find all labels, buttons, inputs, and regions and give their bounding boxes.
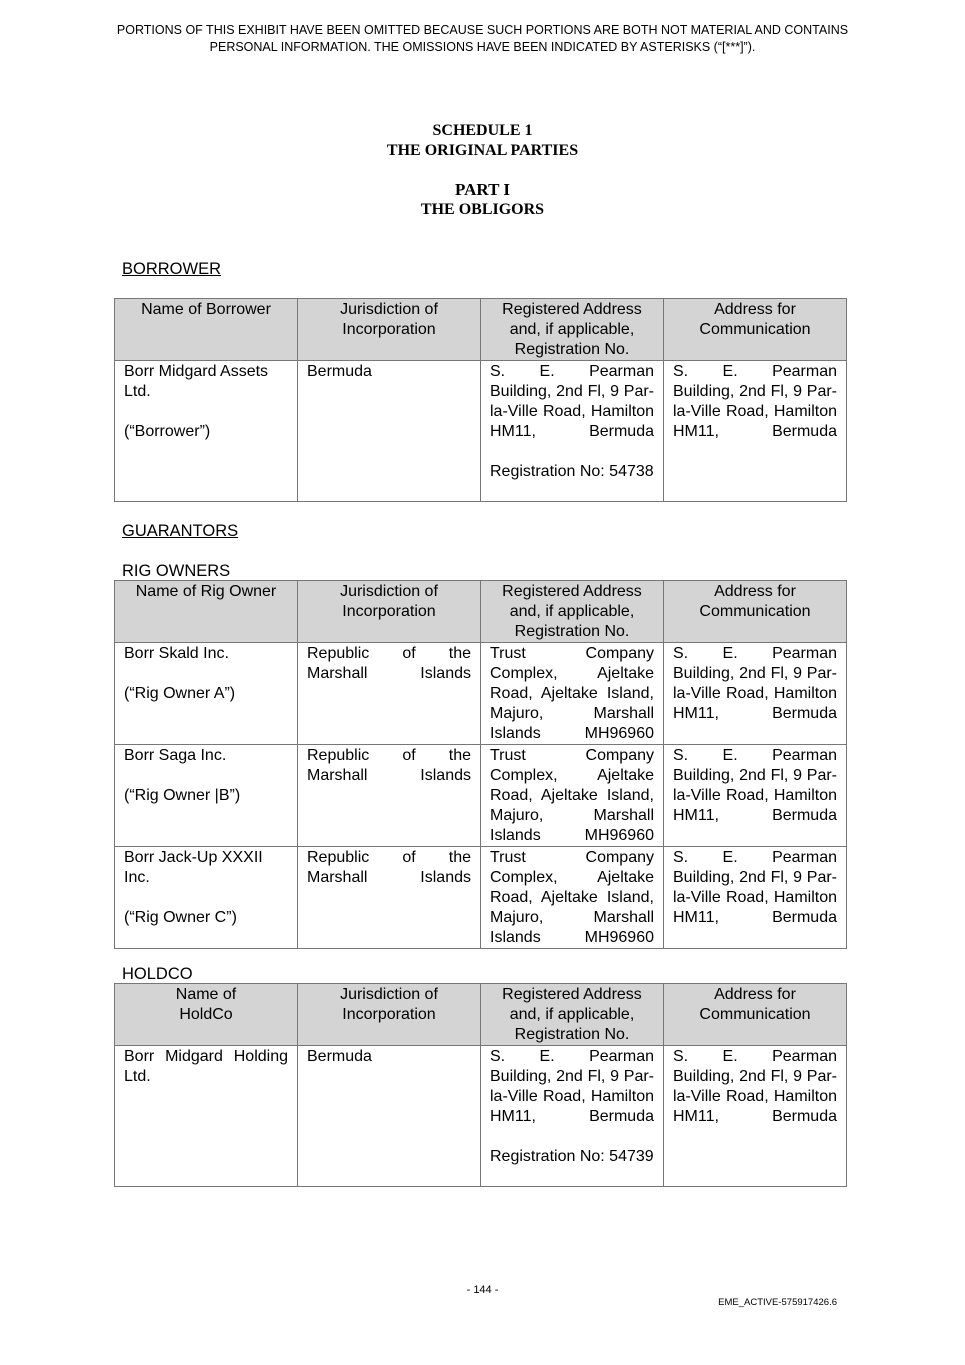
rig-owners-table [114,580,847,949]
part-heading [0,180,965,220]
communication-address-cell: S. E. Pearman Building, 2nd Fl, 9 Par-la-Ville Road, Hamilton HM11, Bermuda [664,361,847,502]
party-defined-term: (“Rig Owner C”) [124,909,237,926]
borrower-table [114,298,847,502]
column-header: Jurisdiction of Incorporation [298,984,481,1046]
table-header-row [115,299,847,361]
column-header: Address for Communication [664,299,847,361]
party-name-cell [115,361,298,502]
registered-address-cell [481,1046,664,1187]
table-row [115,1046,847,1187]
registration-number: Registration No: 54738 [490,463,654,480]
column-header: Name of HoldCo [115,984,298,1046]
party-name: Borr Midgard Assets Ltd. [124,363,269,400]
registered-address: S. E. Pearman Building, 2nd Fl, 9 Par-la-Ville Road, Hamilton HM11, Bermuda [490,363,654,440]
table-row [115,745,847,847]
registration-number: Registration No: 54739 [490,1148,654,1165]
party-name: Borr Saga Inc. [124,747,227,764]
column-header: Jurisdiction of Incorporation [298,581,481,643]
column-header: Jurisdiction of Incorporation [298,299,481,361]
page-number: - 144 - [466,1284,499,1296]
party-name: Borr Midgard Holding Ltd. [124,1048,288,1085]
table-row [115,361,847,502]
registered-address-cell: Trust Company Complex, Ajeltake Road, Ajeltake Island, Majuro, Marshall Islands MH96960 [481,745,664,847]
borrower-section-label: BORROWER [122,260,221,278]
schedule-heading [0,121,965,161]
holdco-table [114,983,847,1187]
schedule-title: SCHEDULE 1 [432,122,533,139]
column-header: Registered Address and, if applicable, Registration No. [481,581,664,643]
column-header: Address for Communication [664,984,847,1046]
party-name-cell [115,745,298,847]
registered-address-cell: Trust Company Complex, Ajeltake Road, Ajeltake Island, Majuro, Marshall Islands MH96960 [481,643,664,745]
table-row [115,847,847,949]
document-reference: EME_ACTIVE-575917426.6 [718,1297,837,1308]
jurisdiction-cell: Bermuda [298,361,481,502]
jurisdiction-cell: Bermuda [298,1046,481,1187]
party-name-cell [115,1046,298,1187]
party-defined-term: (“Rig Owner |B”) [124,787,241,804]
rig-owners-section-label: RIG OWNERS [122,562,231,580]
registered-address: S. E. Pearman Building, 2nd Fl, 9 Par-la-Ville Road, Hamilton HM11, Bermuda [490,1048,654,1125]
jurisdiction-cell: Republic of the Marshall Islands [298,745,481,847]
party-name-cell [115,847,298,949]
table-header-row [115,984,847,1046]
column-header: Registered Address and, if applicable, Registration No. [481,984,664,1046]
schedule-subtitle: THE ORIGINAL PARTIES [386,142,579,159]
table-row [115,643,847,745]
column-header: Registered Address and, if applicable, Registration No. [481,299,664,361]
column-header: Name of Borrower [115,299,298,361]
party-name-cell [115,643,298,745]
jurisdiction-cell: Republic of the Marshall Islands [298,643,481,745]
guarantors-section-label: GUARANTORS [122,522,239,540]
column-header: Address for Communication [664,581,847,643]
jurisdiction-cell: Republic of the Marshall Islands [298,847,481,949]
communication-address-cell: S. E. Pearman Building, 2nd Fl, 9 Par-la-Ville Road, Hamilton HM11, Bermuda [664,643,847,745]
communication-address-cell: S. E. Pearman Building, 2nd Fl, 9 Par-la-Ville Road, Hamilton HM11, Bermuda [664,745,847,847]
party-defined-term: (“Borrower”) [124,423,211,440]
communication-address-cell: S. E. Pearman Building, 2nd Fl, 9 Par-la-Ville Road, Hamilton HM11, Bermuda [664,847,847,949]
part-subtitle: THE OBLIGORS [420,201,545,218]
omission-notice: PORTIONS OF THIS EXHIBIT HAVE BEEN OMITTED BECAUSE SUCH PORTIONS ARE BOTH NOT MATERIAL AND CONTAINS PERSONAL INFORMATION. THE OMISSIONS HAVE BEEN INDICATED BY ASTERISKS (“[***]”). [116,23,849,54]
table-header-row [115,581,847,643]
holdco-section-label: HOLDCO [122,965,193,983]
registered-address-cell: Trust Company Complex, Ajeltake Road, Ajeltake Island, Majuro, Marshall Islands MH96960 [481,847,664,949]
registered-address-cell [481,361,664,502]
party-name: Borr Skald Inc. [124,645,229,662]
column-header: Name of Rig Owner [115,581,298,643]
party-name: Borr Jack-Up XXXII Inc. [124,849,263,886]
communication-address-cell: S. E. Pearman Building, 2nd Fl, 9 Par-la-Ville Road, Hamilton HM11, Bermuda [664,1046,847,1187]
party-defined-term: (“Rig Owner A”) [124,685,236,702]
part-title: PART I [455,180,510,199]
